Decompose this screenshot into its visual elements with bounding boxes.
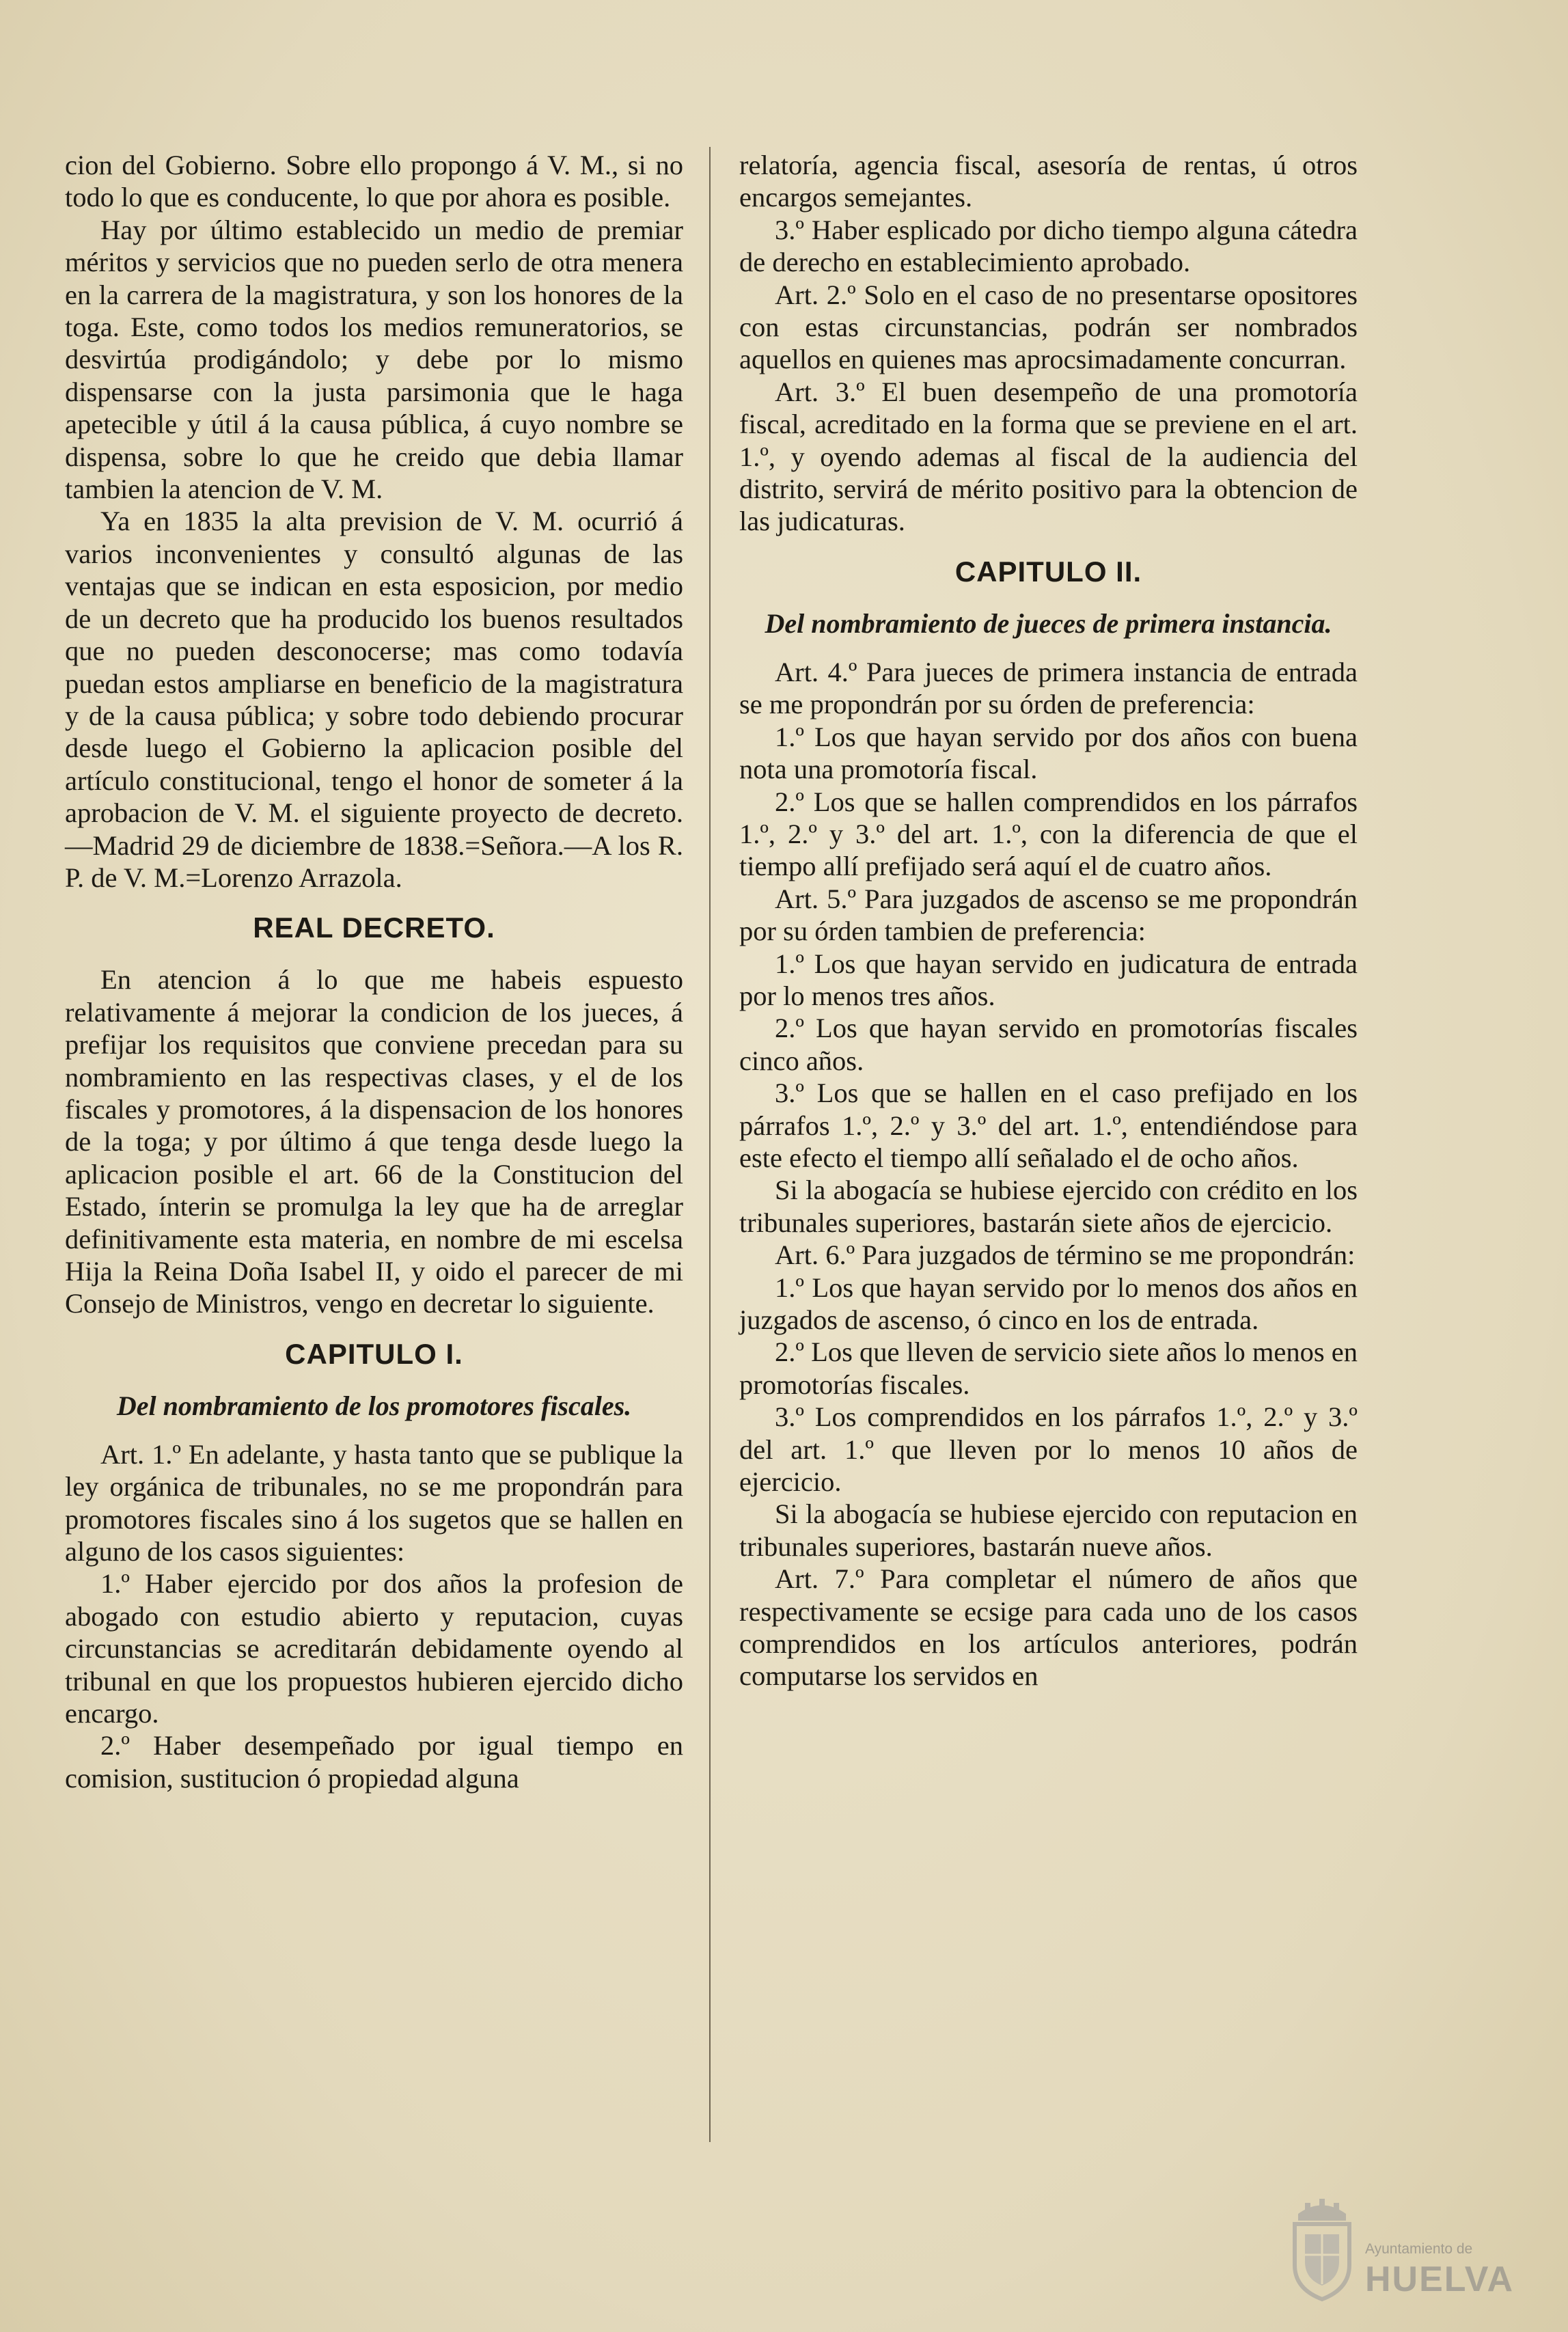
- paragraph-1835-decree: Ya en 1835 la alta prevision de V. M. ocurrió á varios inconvenientes y consultó algunas de las ventajas que se indican en esta esposicion, por medio de un decreto que ha producido los buenos resultados que no pueden desconocerse; mas como todavía puedan estos ampliarse en beneficio de la magistratura y de la causa pública; y sobre todo debiendo procurar desde luego el Gobierno la aplicacion posible del artículo constitucional, tengo el honor de someter á la aprobacion de V. M. el siguiente proyecto de decreto. —Madrid 29 de diciembre de 1838.=Señora.—A los R. P. de V. M.=Lorenzo Arrazola.: [65, 506, 683, 893]
- article-1-item-1: 1.º Haber ejercido por dos años la profesion de abogado con estudio abierto y reputacion, cuyas circunstancias se acreditarán debidamente oyendo al tribunal en que los propuestos hubieren ejercido dicho encargo.: [65, 1568, 683, 1729]
- article-4-item-2: 2.º Los que se hallen comprendidos en los párrafos 1.º, 2.º y 3.º del art. 1.º, con la diferencia de que el tiempo allí prefijado será aquí el de cuatro años.: [739, 786, 1358, 882]
- subheading-chapter-2: Del nombramiento de jueces de primera instancia.: [765, 607, 1332, 639]
- archive-watermark: [1284, 2193, 1515, 2323]
- column-divider: [709, 147, 711, 2142]
- watermark-line-1: Ayuntamiento de: [1365, 2241, 1473, 2257]
- paragraph-intro-end: cion del Gobierno. Sobre ello propongo á V. M., si no todo lo que es conducente, lo que por ahora es posible.: [65, 150, 683, 213]
- right-column: [739, 149, 1358, 1692]
- paragraph-honors-toga: Hay por último establecido un medio de premiar méritos y servicios que no pueden serlo de otra menera en la carrera de la magistratura, y son los honores de la toga. Este, como todos los medios remuneratorios, se desvirtúa prodigándolo; y debe por lo mismo dispensarse con la justa parsimonia que le haga apetecible y útil á la causa pública, á cuyo nombre se dispensa, sobre lo que he creido que debia llamar tambien la atencion de V. M.: [65, 214, 683, 505]
- paragraph-decree-preamble: En atencion á lo que me habeis espuesto relativamente á mejorar la condicion de los jueces, á prefijar los requisitos que conviene precedan para su nombramiento en las respectivas clases, y el de los fiscales y promotores, á la dispensacion de los honores de la toga; y por último á que tenga desde luego la aplicacion posible el art. 66 de la Constitucion del Estado, ínterin se promulga la ley que ha de arreglar definitivamente esta materia, en nombre de mi escelsa Hija la Reina Doña Isabel II, y oido el parecer de mi Consejo de Ministros, vengo en decretar lo siguiente.: [65, 964, 683, 1319]
- article-7: Art. 7.º Para completar el número de años que respectivamente se ecsige para cada uno de los casos comprendidos en los artículos anteriores, podrán computarse los servidos en: [739, 1563, 1358, 1692]
- city-coat-of-arms-icon: [1284, 2193, 1360, 2303]
- article-3: Art. 3.º El buen desempeño de una promotoría fiscal, acreditado en la forma que se previene en el art. 1.º, y oyendo ademas al fiscal de la audiencia del distrito, servirá de mérito positivo para la obtencion de las judicaturas.: [739, 376, 1358, 537]
- left-column: [65, 149, 683, 1794]
- heading-real-decreto: REAL DECRETO.: [253, 911, 495, 944]
- article-5-note: Si la abogacía se hubiese ejercido con crédito en los tribunales superiores, bastarán siete años de ejercicio.: [739, 1175, 1358, 1238]
- article-1-item-2-continued: relatoría, agencia fiscal, asesoría de rentas, ú otros encargos semejantes.: [739, 150, 1358, 213]
- article-6: Art. 6.º Para juzgados de término se me propondrán:: [775, 1239, 1356, 1271]
- article-6-item-3: 3.º Los comprendidos en los párrafos 1.º, 2.º y 3.º del art. 1.º que lleven por lo menos 10 años de ejercicio.: [739, 1401, 1358, 1498]
- watermark-line-2: HUELVA: [1365, 2260, 1515, 2299]
- article-5: Art. 5.º Para juzgados de ascenso se me propondrán por su órden tambien de preferencia:: [739, 883, 1358, 947]
- article-6-note: Si la abogacía se hubiese ejercido con reputacion en tribunales superiores, bastarán nueve años.: [739, 1498, 1358, 1562]
- heading-chapter-1: CAPITULO I.: [285, 1337, 463, 1370]
- article-1-item-2: 2.º Haber desempeñado por igual tiempo en comision, sustitucion ó propiedad alguna: [65, 1730, 683, 1794]
- article-1-item-3: 3.º Haber esplicado por dicho tiempo alguna cátedra de derecho en establecimiento aprobado.: [739, 214, 1358, 278]
- article-6-item-1: 1.º Los que hayan servido por lo menos dos años en juzgados de ascenso, ó cinco en los de entrada.: [739, 1272, 1358, 1335]
- article-4-item-1: 1.º Los que hayan servido por dos años con buena nota una promotoría fiscal.: [739, 721, 1358, 785]
- article-5-item-1: 1.º Los que hayan servido en judicatura de entrada por lo menos tres años.: [739, 948, 1358, 1011]
- article-5-item-3: 3.º Los que se hallen en el caso prefijado en los párrafos 1.º, 2.º y 3.º del art. 1.º, entendiéndose para este efecto el tiempo allí señalado el de ocho años.: [739, 1078, 1358, 1173]
- article-5-item-2: 2.º Los que hayan servido en promotorías fiscales cinco años.: [739, 1013, 1358, 1076]
- subheading-chapter-1: Del nombramiento de los promotores fiscales.: [116, 1390, 632, 1421]
- article-2: Art. 2.º Solo en el caso de no presentarse opositores con estas circunstancias, podrán ser nombrados aquellos en quienes mas aprocsimadamente concurran.: [739, 279, 1358, 375]
- heading-chapter-2: CAPITULO II.: [954, 555, 1142, 588]
- article-6-item-2: 2.º Los que lleven de servicio siete años lo menos en promotorías fiscales.: [739, 1336, 1358, 1400]
- article-1: Art. 1.º En adelante, y hasta tanto que se publique la ley orgánica de tribunales, no se me propondrán para promotores fiscales sino á los sugetos que se hallen en alguno de los casos siguientes:: [65, 1438, 683, 1567]
- article-4: Art. 4.º Para jueces de primera instancia de entrada se me propondrán por su órden de preferencia:: [739, 656, 1358, 720]
